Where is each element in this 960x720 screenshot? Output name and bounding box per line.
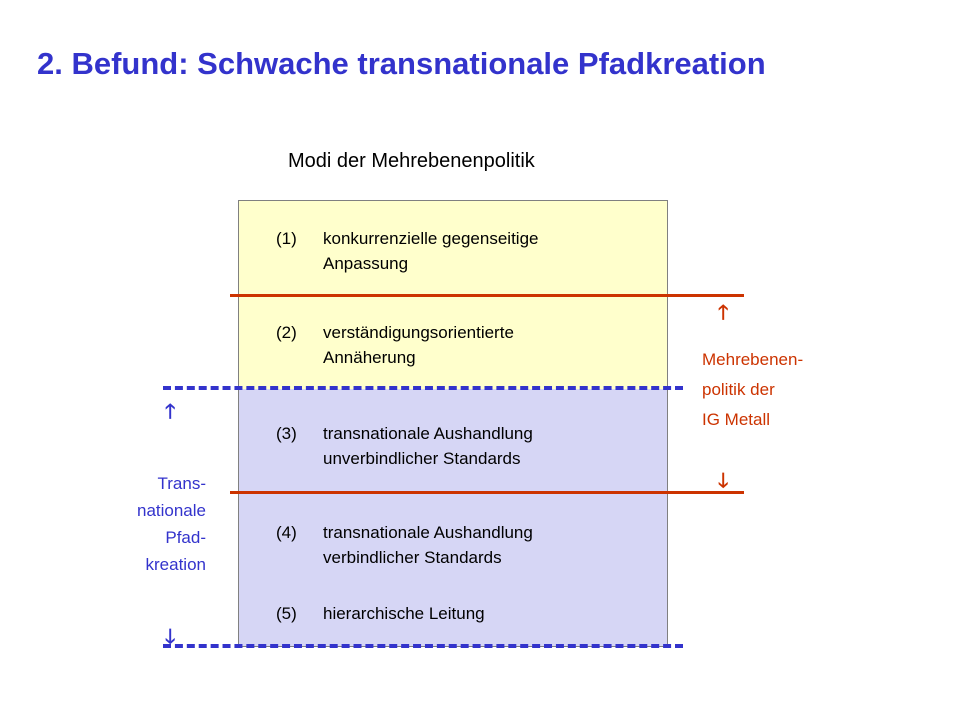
slide-title: 2. Befund: Schwache transnationale Pfadkreation <box>37 46 766 81</box>
mode-number: (2) <box>276 323 297 342</box>
label-line: kreation <box>145 555 206 574</box>
mode-text-line1: transnationale Aushandlung <box>323 523 533 542</box>
label-line: Mehrebenen- <box>702 350 804 369</box>
mode-item-4 <box>276 520 656 572</box>
path-creation-label <box>60 470 206 578</box>
mode-text-line1: verständigungsorientierte <box>323 323 514 342</box>
path-creation-range-bottom-line <box>163 644 683 648</box>
label-line: IG Metall <box>702 410 771 429</box>
mode-text-line2: verbindlicher Standards <box>323 548 502 567</box>
ig-metall-label <box>702 345 803 435</box>
mode-number: (3) <box>276 424 297 443</box>
mode-item-5 <box>276 601 656 627</box>
up-arrow-icon: 🡑 <box>718 302 729 324</box>
diagram-subtitle: Modi der Mehrebenenpolitik <box>288 150 535 172</box>
mode-item-2 <box>276 320 656 372</box>
mode-item-1 <box>276 226 656 278</box>
mode-text-line2: Anpassung <box>323 254 409 273</box>
mode-text-line2: Annäherung <box>323 348 416 367</box>
label-line: Trans- <box>157 474 206 493</box>
ig-metall-range-bottom-line <box>230 491 744 494</box>
mode-text-line1: transnationale Aushandlung <box>323 424 533 443</box>
mode-number: (4) <box>276 523 297 542</box>
label-line: Pfad- <box>165 528 206 547</box>
mode-number: (1) <box>276 229 297 248</box>
mode-number: (5) <box>276 604 297 623</box>
label-line: nationale <box>136 501 206 520</box>
down-arrow-icon: 🡓 <box>165 626 176 648</box>
mode-text-line1: konkurrenzielle gegenseitige <box>323 229 539 248</box>
mode-text-line1: hierarchische Leitung <box>323 604 485 623</box>
label-line: politik der <box>702 380 775 399</box>
path-creation-range-top-line <box>163 386 683 390</box>
down-arrow-icon: 🡓 <box>718 470 729 492</box>
ig-metall-range-top-line <box>230 294 744 297</box>
mode-text-line2: unverbindlicher Standards <box>323 449 521 468</box>
up-arrow-icon: 🡑 <box>165 401 176 423</box>
mode-item-3 <box>276 421 656 473</box>
